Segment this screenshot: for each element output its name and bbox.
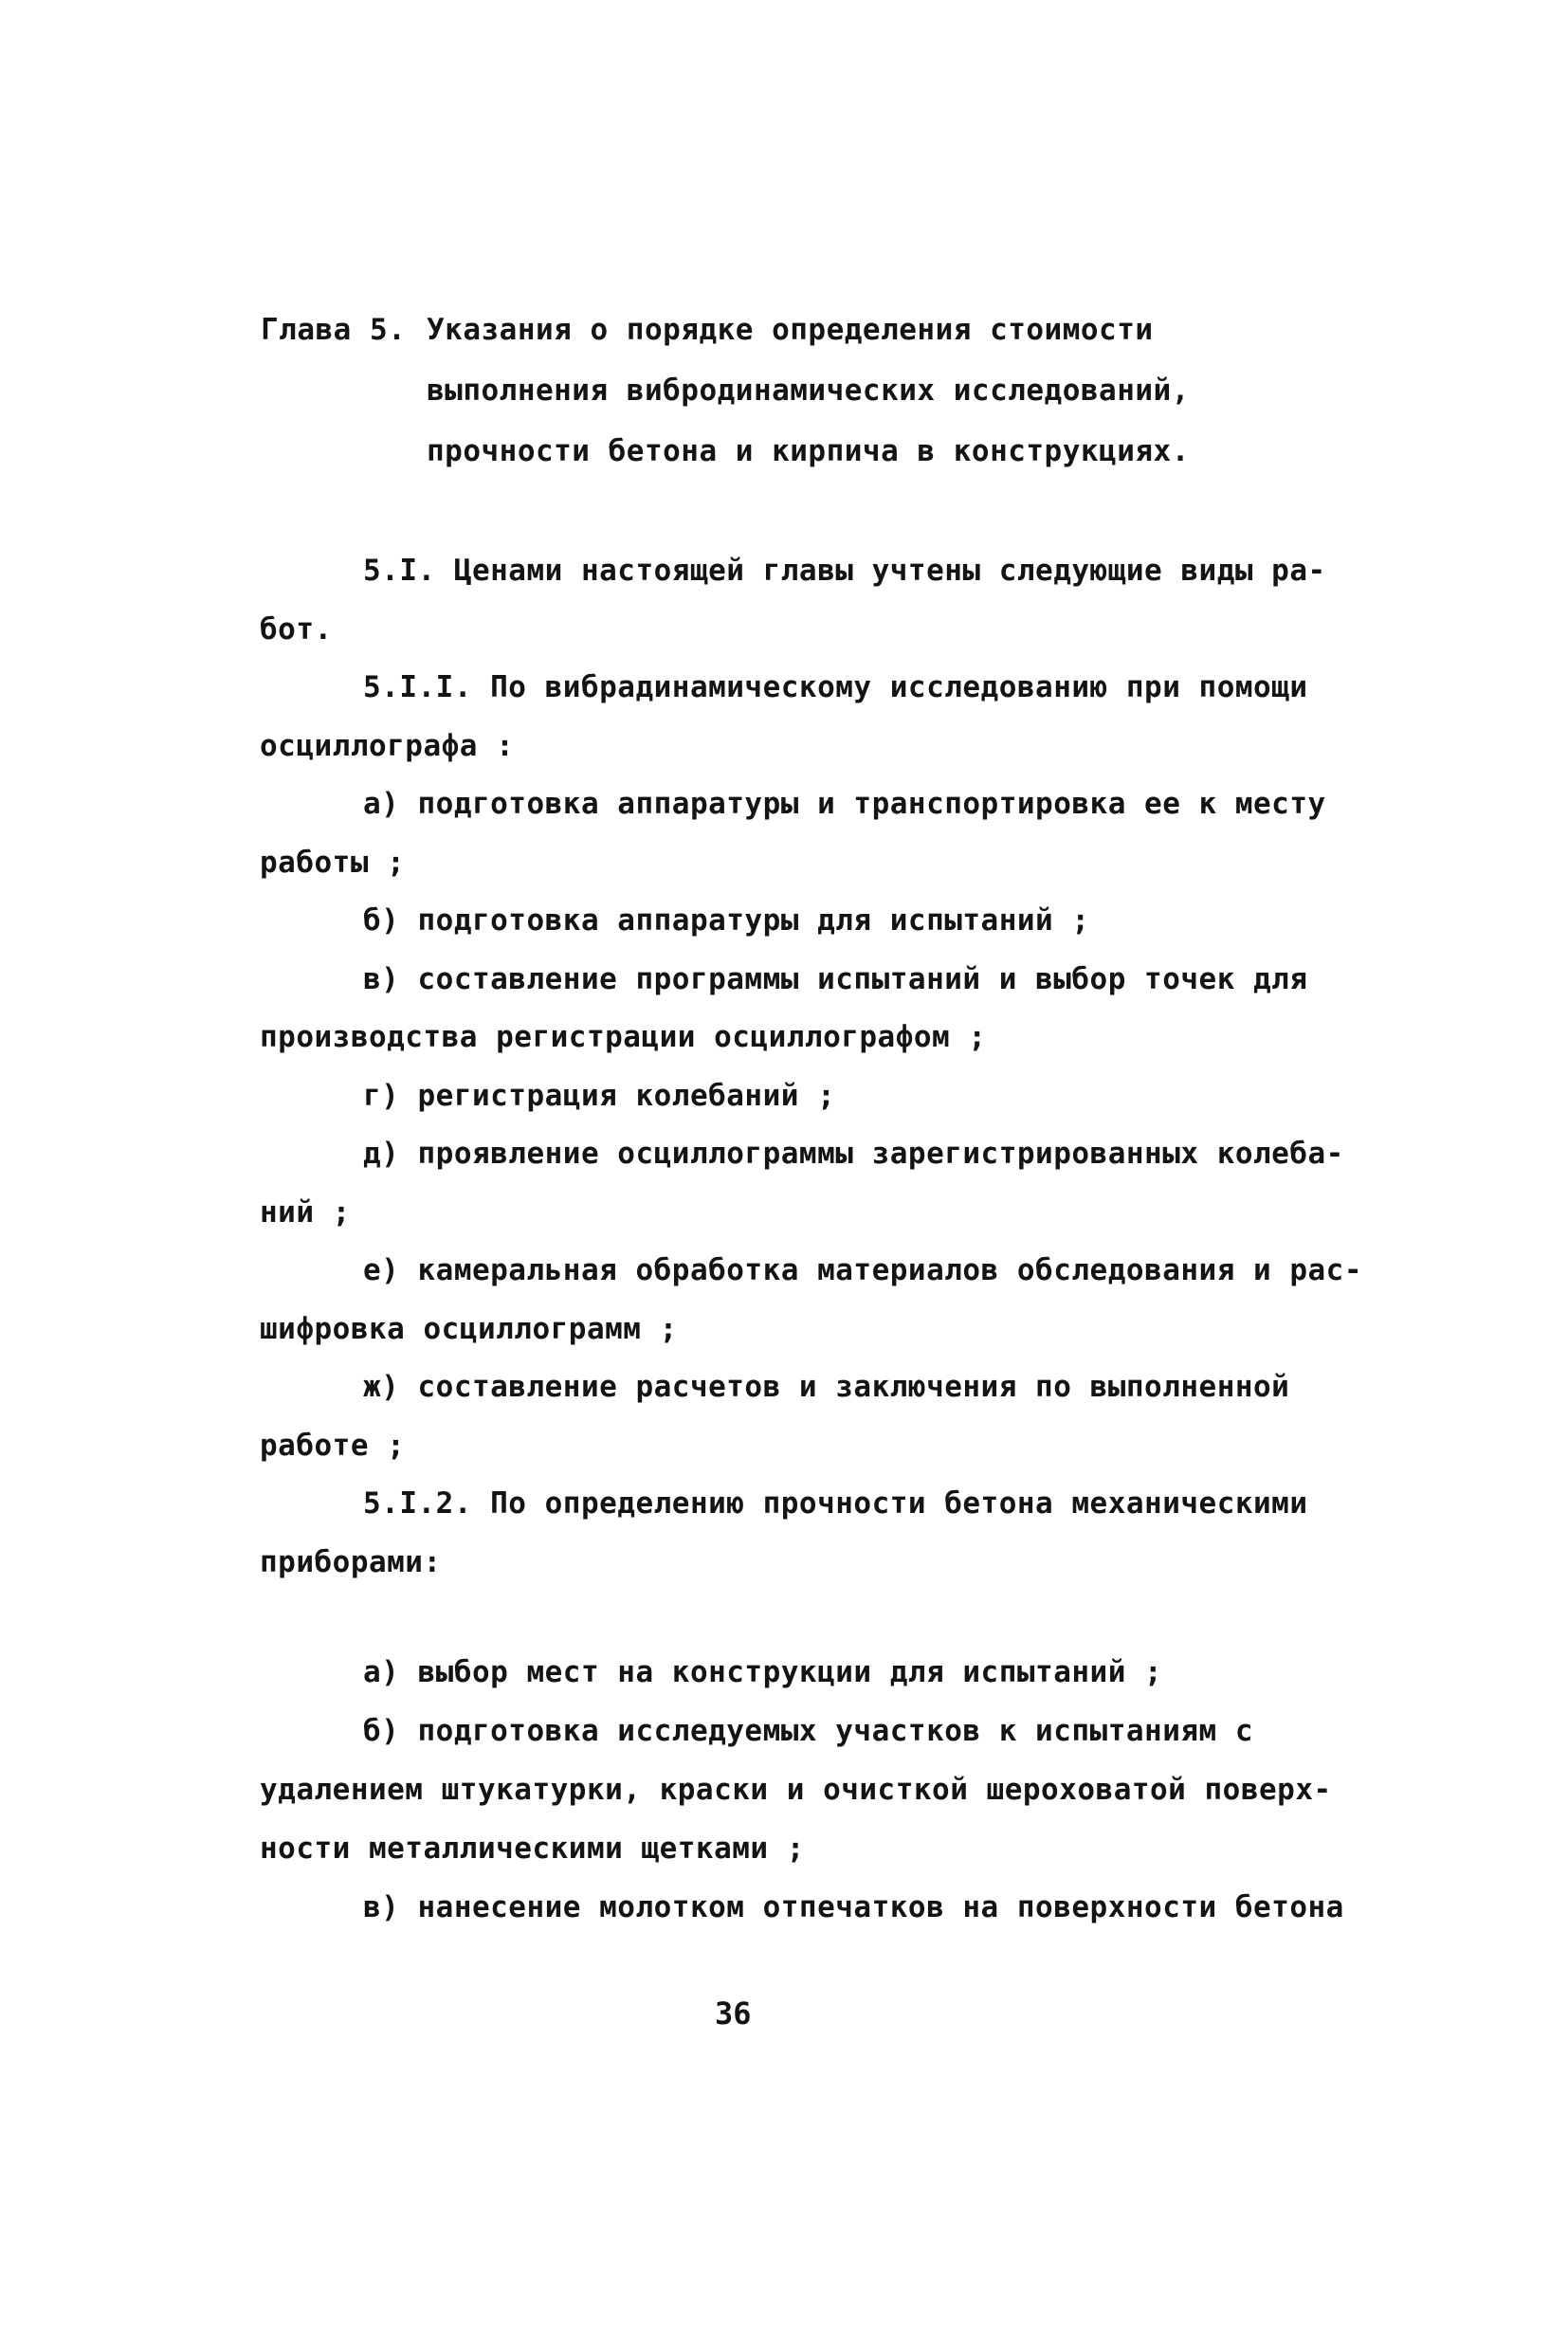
paragraph-5-1-2-cont: приборами:	[260, 1545, 442, 1579]
list-item-a-cont: работы ;	[260, 846, 406, 880]
paragraph-5-1-cont: бот.	[260, 612, 333, 647]
list-item-zh-cont: работе ;	[260, 1429, 406, 1463]
list-item-b: б) подготовка аппаратуры для испытаний ;	[363, 903, 1090, 938]
page-number: 36	[715, 1996, 752, 2032]
list-item-v-2: в) нанесение молотком отпечатков на поверхности бетона	[363, 1890, 1344, 1924]
chapter-title-line: Указания о порядке определения стоимости	[427, 313, 1154, 347]
list-item-zh: ж) составление расчетов и заключения по выполненной	[363, 1370, 1290, 1404]
list-item-b-2: б) подготовка исследуемых участков к испытаниям с	[363, 1714, 1254, 1748]
list-item-d: д) проявление осциллограммы зарегистрированных колеба-	[363, 1137, 1344, 1171]
paragraph-5-1: 5.I. Ценами настоящей главы учтены следующие виды ра-	[363, 554, 1326, 588]
chapter-label: Глава 5.	[261, 313, 407, 347]
list-item-d-cont: ний ;	[260, 1195, 351, 1230]
list-item-a-2: а) выбор мест на конструкции для испытаний ;	[363, 1655, 1163, 1689]
list-item-e-cont: шифровка осциллограмм ;	[260, 1312, 678, 1346]
list-item-a: а) подготовка аппаратуры и транспортировка ее к месту	[363, 787, 1326, 821]
list-item-v: в) составление программы испытаний и выбор точек для	[363, 962, 1308, 996]
paragraph-5-1-1-cont: осциллографа :	[260, 729, 515, 763]
paragraph-5-1-2: 5.I.2. По определению прочности бетона механическими	[363, 1486, 1308, 1521]
list-item-v-cont: производства регистрации осциллографом ;	[260, 1020, 987, 1054]
list-item-b-2-cont: ности металлическими щетками ;	[260, 1832, 805, 1866]
paragraph-5-1-1: 5.I.I. По вибрадинамическому исследованию при помощи	[363, 670, 1308, 704]
chapter-title-line: прочности бетона и кирпича в конструкциях.	[427, 434, 1190, 468]
list-item-e: е) камеральная обработка материалов обследования и рас-	[363, 1253, 1362, 1287]
chapter-title-line: выполнения вибродинамических исследований,	[427, 374, 1190, 408]
list-item-g: г) регистрация колебаний ;	[363, 1079, 836, 1113]
list-item-b-2-cont: удалением штукатурки, краски и очисткой шероховатой поверх-	[260, 1773, 1332, 1807]
